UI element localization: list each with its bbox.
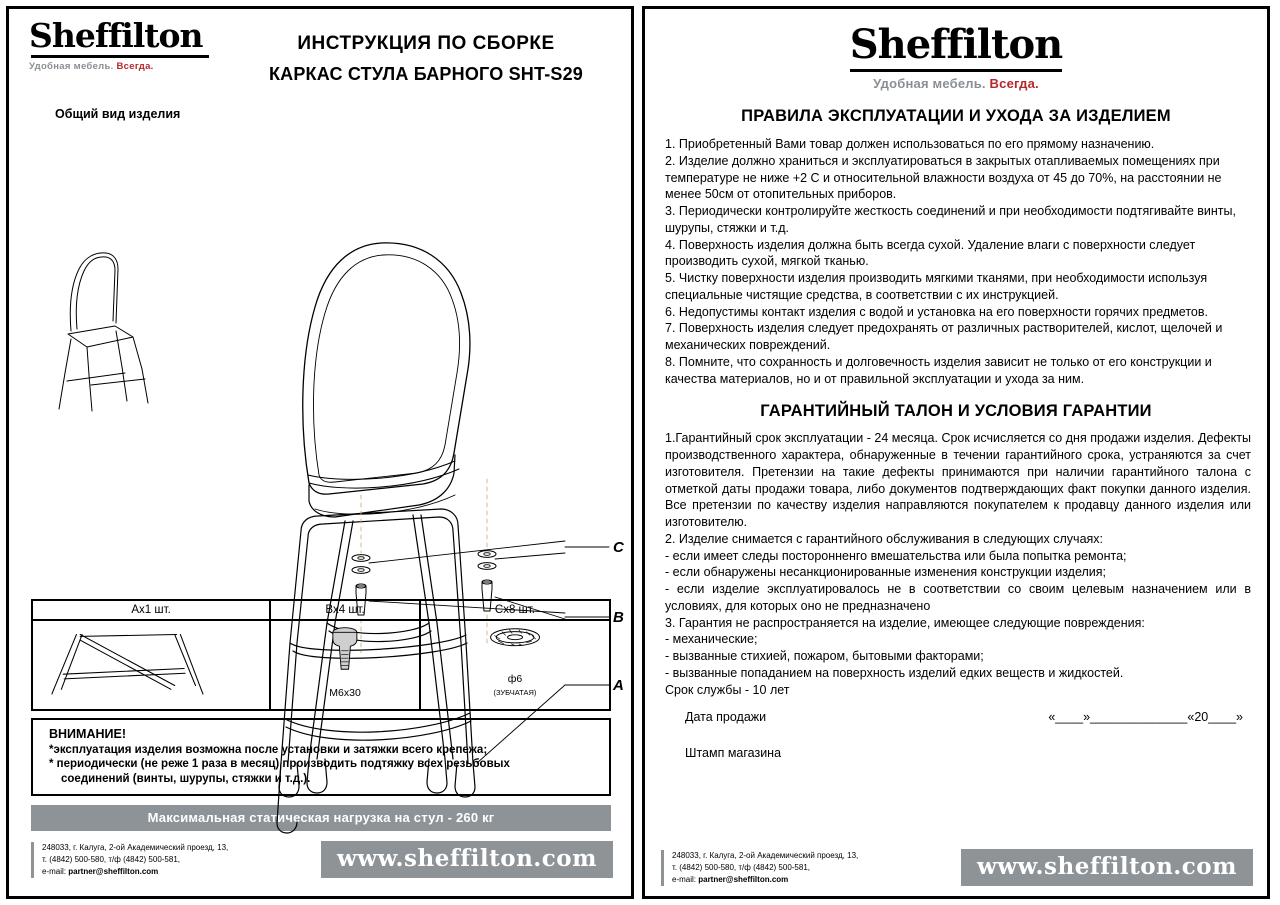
rule-item: 6. Недопустимы контакт изделия с водой и установка на его поверхности горячих предметов. <box>665 304 1208 319</box>
brand-name: Sheffilton <box>29 16 203 55</box>
warranty-item: 1.Гарантийный срок эксплуатации - 24 месяца. Срок исчисляется со дня продажи изделия. Дефекты производственного характера, обнаруженные в течении гарантийного срока, устраняются за счет изготовителя. Претензии на такие дефекты принимаются при наличии гарантийного талона с отметкой даты продажи товара, либо документов подтверждающих факт покупки данного изделия. Все претензии по качеству изделия направляются покупателем к продавцу данного изделия или изготовителю. <box>665 431 1251 529</box>
email-label: e-mail: <box>42 866 69 876</box>
parts-header-a: Ax1 шт. <box>33 601 269 621</box>
address-line-1: 248033, г. Калуга, 2-ой Академический проезд, 13, <box>42 842 229 852</box>
attention-line-1: *эксплуатация изделия возможна после установки и затяжки всего крепежа; <box>49 744 488 756</box>
warranty-item: - вызванные попаданием на поверхность изделий едких веществ и жидкостей. <box>665 665 1124 680</box>
left-footer <box>31 841 613 878</box>
warranty-item: - если обнаружены несанкционированные изменения конструкции изделия; <box>665 565 1107 580</box>
warranty-form <box>645 698 1267 760</box>
address-line-2-right: т. (4842) 500-580, т/ф (4842) 500-581, <box>672 862 810 872</box>
brand-tagline-right <box>645 76 1267 91</box>
max-load-bar: Максимальная статическая нагрузка на стул - 260 кг <box>31 805 611 831</box>
warranty-heading: ГАРАНТИЙНЫЙ ТАЛОН И УСЛОВИЯ ГАРАНТИИ <box>760 402 1152 421</box>
brand-logo <box>17 16 229 85</box>
address-line-2: т. (4842) 500-580, т/ф (4842) 500-581, <box>42 854 180 864</box>
part-a-svg <box>33 621 269 699</box>
address-line-3 <box>42 866 321 878</box>
company-address <box>31 842 321 878</box>
attention-line-2: * периодически (не реже 1 раза в месяц) производить подтяжку всех резьбовых <box>49 758 510 771</box>
warranty-item: - вызванные стихией, пожаром, бытовыми факторами; <box>665 649 984 663</box>
warranty-item: - если имеет следы посторонненго вмешательства или была попытка ремонта; <box>665 548 1127 563</box>
brand-tagline-accent: Всегда. <box>113 61 154 72</box>
brand-tagline-prefix: Удобная мебель. <box>29 61 114 72</box>
callout-label-c: C <box>613 539 624 556</box>
website-badge-right[interactable]: www.sheffilton.com <box>961 849 1253 886</box>
brand-logo-right <box>645 9 1267 91</box>
brand-tagline <box>29 61 229 72</box>
title-line-1: ИНСТРУКЦИЯ ПО СБОРКЕ <box>297 33 555 54</box>
address-line-1-right: 248033, г. Калуга, 2-ой Академический проезд, 13, <box>672 850 859 860</box>
logo-divider <box>31 55 209 58</box>
service-life: Срок службы - 10 лет <box>665 682 790 697</box>
section-subtitle: Общий вид изделия <box>55 107 181 121</box>
parts-header-b: Bx4 шт. <box>271 601 419 621</box>
brand-tagline-prefix-right: Удобная мебель. <box>873 76 986 91</box>
seat-shell <box>303 243 470 517</box>
rule-item: 8. Помните, что сохранность и долговечность изделия зависит не только от его конструкции и качества материалов, но и от правильной эксплуатации и ухода за ним. <box>665 354 1212 386</box>
thumbnail-chair <box>59 253 148 411</box>
parts-cell-a <box>33 601 269 709</box>
rules-list <box>645 136 1267 387</box>
left-header <box>9 9 631 85</box>
part-b-label: M6x30 <box>329 687 361 699</box>
parts-table <box>31 599 611 711</box>
left-page <box>6 6 634 899</box>
brand-tagline-accent-right: Всегда. <box>985 76 1039 91</box>
part-c-svg <box>421 621 609 661</box>
rule-item: 4. Поверхность изделия должна быть всегда сухой. Удаление влаги с поверхности следует производить сухой, мягкой тканью. <box>665 237 1196 269</box>
right-footer <box>661 849 1253 886</box>
parts-cell-c <box>419 601 609 709</box>
website-badge-left[interactable]: www.sheffilton.com <box>321 841 613 878</box>
company-address-right <box>661 850 961 886</box>
part-c-label: ф6 <box>507 673 523 685</box>
callout-label-b: B <box>613 609 624 626</box>
warranty-item: - если изделие эксплуатировалось не в соответствии со своим целевым назначением или в условиях, для которых оно не предназначено <box>665 582 1251 613</box>
part-a-figure <box>33 621 269 699</box>
attention-heading: ВНИМАНИЕ! <box>49 727 126 741</box>
address-line-3-right <box>672 874 961 886</box>
warranty-item: - механические; <box>665 632 758 647</box>
brand-name-right: Sheffilton <box>849 21 1063 68</box>
rules-heading: ПРАВИЛА ЭКСПЛУАТАЦИИ И УХОДА ЗА ИЗДЕЛИЕМ <box>741 107 1171 125</box>
rule-item: 7. Поверхность изделия следует предохранять от различных растворителей, кислот, щелочей и механических повреждений. <box>665 321 1223 352</box>
warranty-list <box>645 430 1267 698</box>
email-value: partner@sheffilton.com <box>68 866 159 876</box>
sale-date-blanks[interactable]: «____»______________«20____» <box>1048 710 1243 725</box>
sale-date-label: Дата продажи <box>685 710 767 725</box>
logo-divider-right <box>850 69 1062 72</box>
title-line-2: КАРКАС СТУЛА БАРНОГО SHT-S29 <box>268 64 584 84</box>
rule-item: 1. Приобретенный Вами товар должен использоваться по его прямому назначению. <box>665 137 1155 151</box>
page-title <box>229 19 623 85</box>
part-b-svg <box>271 621 419 675</box>
parts-header-c: Cx8 шт. <box>421 601 609 621</box>
parts-cell-b <box>269 601 419 709</box>
part-c-sublabel: (ЗУБЧАТАЯ) <box>493 688 537 697</box>
sale-date-row <box>685 710 1243 724</box>
rule-item: 2. Изделие должно храниться и эксплуатироваться в закрытых отапливаемых помещениях при температуре не ниже +2 С и относительной влажности воздуха от 45 до 70%, на расстоянии не менее 50см от отопительных приборов. <box>665 153 1222 202</box>
warranty-item: 3. Гарантия не распространяется на изделие, имеющее следующие повреждения: <box>665 615 1145 630</box>
email-label-right: e-mail: <box>672 874 699 884</box>
stamp-label: Штамп магазина <box>685 746 782 761</box>
rule-item: 3. Периодически контролируйте жесткость соединений и при необходимости подтягивайте винты, шурупы, стяжки и т.д. <box>665 204 1236 235</box>
right-page <box>642 6 1270 899</box>
part-c-figure <box>421 621 609 699</box>
warranty-item: 2. Изделие снимается с гарантийного обслуживания в следующих случаях: <box>665 531 1104 546</box>
rule-item: 5. Чистку поверхности изделия производить мягкими тканями, при необходимости используя специальные чистящие средства, в соответствии с их инструкцией. <box>665 271 1208 302</box>
part-b-figure <box>271 621 419 699</box>
attention-line-3: соединений (винты, шурупы, стяжки и т.д.). <box>61 772 311 785</box>
email-value-right: partner@sheffilton.com <box>698 874 789 884</box>
callout-label-a: A <box>613 677 624 694</box>
